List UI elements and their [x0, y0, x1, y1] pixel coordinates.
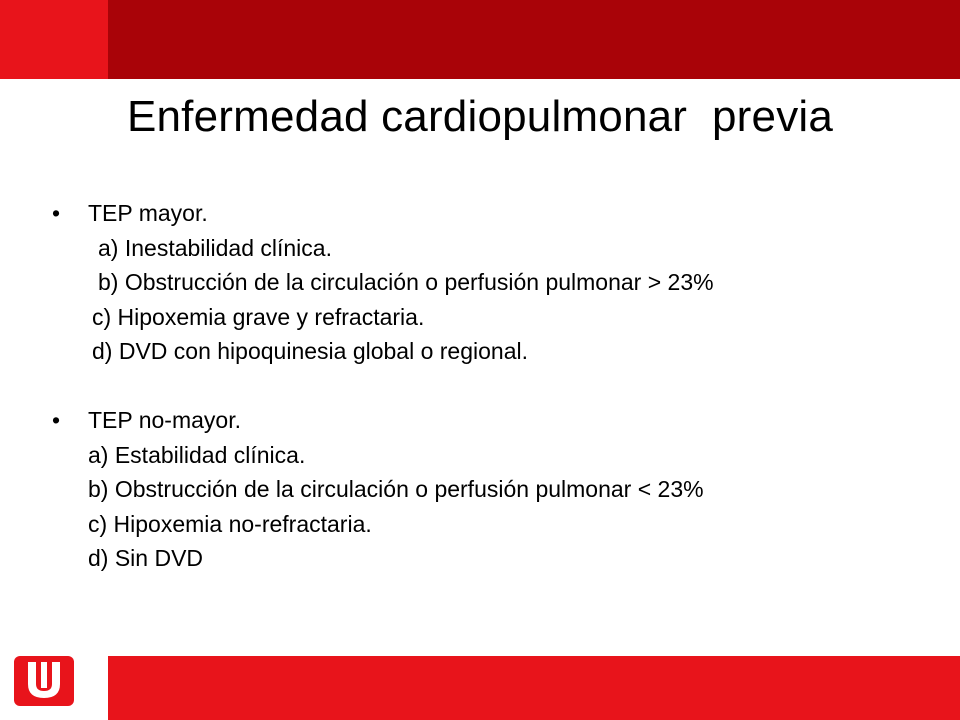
- sub-item: [52, 334, 932, 369]
- sub-item-text: a) Inestabilidad clínica.: [98, 234, 332, 261]
- sub-item-text: d) Sin DVD: [88, 545, 204, 571]
- slide-title: Enfermedad cardiopulmonar previa: [126, 92, 834, 141]
- bullet-heading: TEP mayor.: [88, 200, 208, 226]
- bullet-tep-no-mayor: [52, 403, 932, 438]
- bullet-heading: TEP no-mayor.: [88, 407, 241, 433]
- sub-item: [52, 541, 932, 576]
- sub-item: [52, 265, 932, 300]
- sub-item-text: d) DVD con hipoquinesia global o regional.: [92, 338, 529, 364]
- sub-item-text: b) Obstrucción de la circulación o perfusión pulmonar < 23%: [88, 476, 704, 502]
- sub-item: [52, 231, 932, 266]
- sub-item: [52, 438, 932, 473]
- bottom-bar: [108, 656, 960, 720]
- bullet-tep-mayor: [52, 196, 932, 231]
- sub-item: [52, 472, 932, 507]
- spacer: [52, 369, 932, 404]
- sub-item: [52, 300, 932, 335]
- slide-content: [52, 196, 932, 576]
- bullet-dot: •: [52, 200, 61, 226]
- sub-item-text: a) Estabilidad clínica.: [88, 441, 306, 468]
- top-bar: [108, 0, 960, 79]
- bullet-dot: •: [52, 407, 61, 433]
- sub-item: [52, 507, 932, 542]
- top-bar-accent: [0, 0, 108, 79]
- sub-item-text: c) Hipoxemia no-refractaria.: [88, 510, 372, 537]
- university-u-logo-icon: [14, 656, 74, 706]
- sub-item-text: b) Obstrucción de la circulación o perfusión pulmonar > 23%: [98, 269, 714, 295]
- sub-item-text: c) Hipoxemia grave y refractaria.: [92, 303, 425, 330]
